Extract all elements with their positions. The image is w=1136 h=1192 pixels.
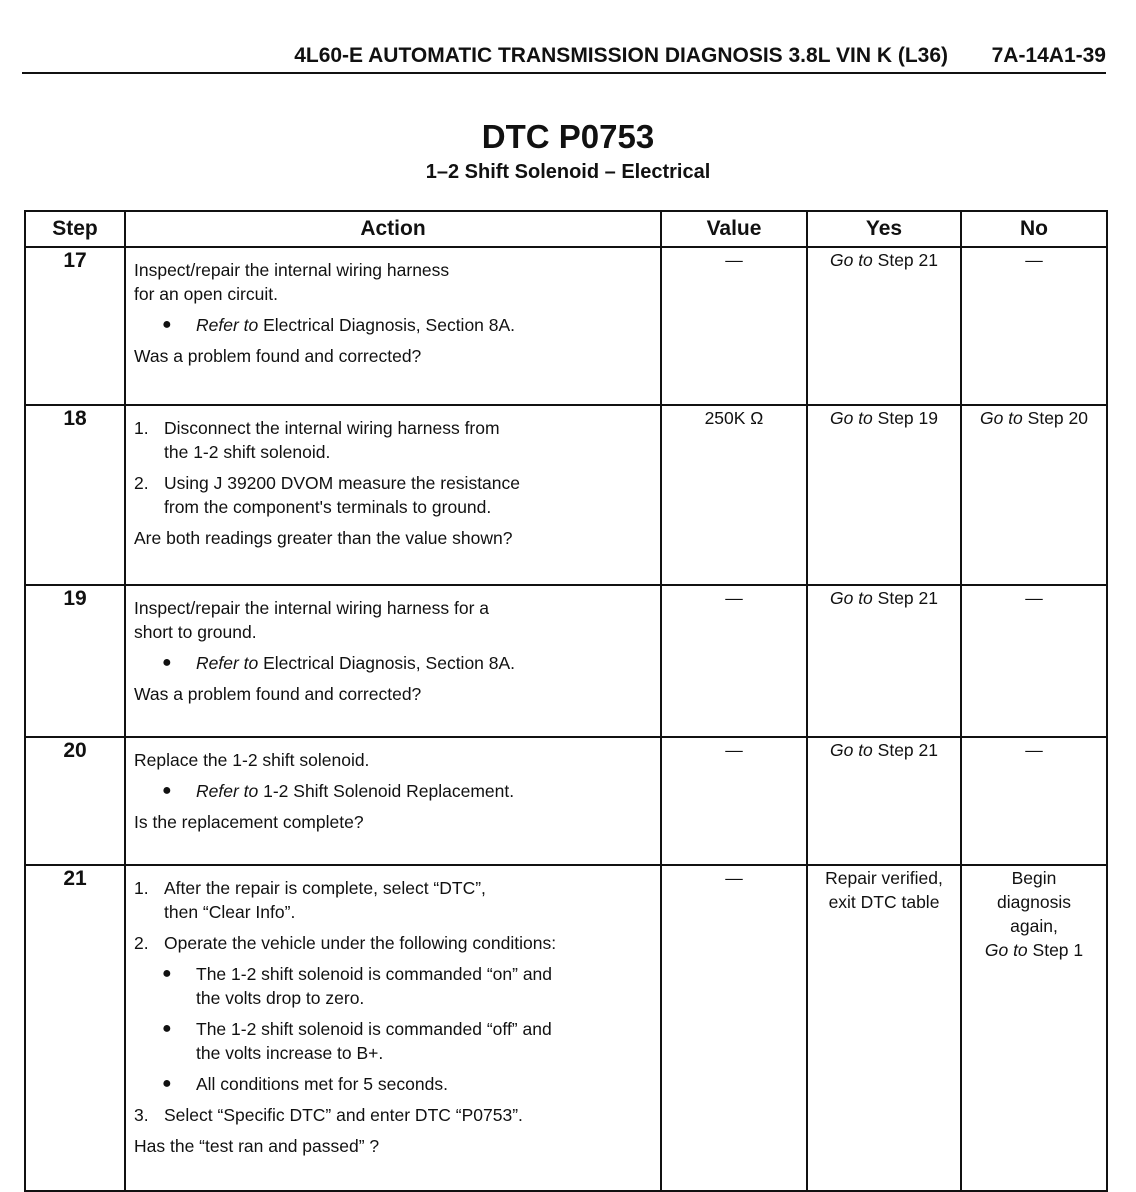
yes-cell xyxy=(807,865,961,1191)
goto-target: Step 20 xyxy=(1022,408,1088,428)
item-text: then “Clear Info”. xyxy=(164,902,296,922)
action-text: Inspect/repair the internal wiring harness xyxy=(134,260,450,280)
table-row-step-21 xyxy=(25,865,1107,1191)
column-header-step: Step xyxy=(25,211,125,247)
dtc-title: DTC P0753 xyxy=(481,118,655,155)
item-text: Select “Specific DTC” and enter DTC “P0753”. xyxy=(164,1105,523,1125)
numbered-item xyxy=(134,931,652,955)
bullet-dot-icon: ● xyxy=(162,654,172,671)
bullet-text: The 1-2 shift solenoid is commanded “off” and xyxy=(196,1019,552,1039)
bullet-text: the volts increase to B+. xyxy=(196,1043,384,1063)
value-cell: — xyxy=(661,737,807,865)
action-cell xyxy=(125,865,661,1191)
yes-text: exit DTC table xyxy=(828,892,940,912)
table-row-step-20 xyxy=(25,737,1107,865)
action-question: Was a problem found and corrected? xyxy=(134,346,422,366)
item-text: from the component's terminals to ground. xyxy=(164,497,492,517)
bullet-text: 1-2 Shift Solenoid Replacement. xyxy=(258,781,515,801)
goto-target: Step 1 xyxy=(1027,940,1084,960)
action-cell xyxy=(125,585,661,737)
value-cell: — xyxy=(661,865,807,1191)
goto-target: Step 21 xyxy=(872,740,938,760)
goto-italic: Go to xyxy=(984,940,1028,960)
item-text: Using J 39200 DVOM measure the resistance xyxy=(164,473,520,493)
action-text: Inspect/repair the internal wiring harness for a xyxy=(134,598,490,618)
item-number: 1. xyxy=(134,878,149,898)
bullet-text: the volts drop to zero. xyxy=(196,988,365,1008)
yes-cell xyxy=(807,585,961,737)
item-text: Operate the vehicle under the following conditions: xyxy=(164,933,557,953)
no-cell: — xyxy=(961,585,1107,737)
step-number: 21 xyxy=(25,865,125,1191)
step-number: 20 xyxy=(25,737,125,865)
item-number: 2. xyxy=(134,933,149,953)
yes-cell xyxy=(807,737,961,865)
column-header-value: Value xyxy=(661,211,807,247)
goto-target: Step 19 xyxy=(872,408,938,428)
no-cell: — xyxy=(961,247,1107,405)
bullet-text: All conditions met for 5 seconds. xyxy=(196,1074,448,1094)
bullet-item xyxy=(134,779,652,803)
goto-italic: Go to xyxy=(829,740,873,760)
numbered-item xyxy=(134,876,652,924)
action-text: Replace the 1-2 shift solenoid. xyxy=(134,750,370,770)
action-text: short to ground. xyxy=(134,622,257,642)
no-cell xyxy=(961,405,1107,585)
bullet-dot-icon: ● xyxy=(162,1020,172,1037)
bullet-text: The 1-2 shift solenoid is commanded “on” and xyxy=(196,964,553,984)
bullet-item xyxy=(134,962,652,1010)
bullet-item xyxy=(134,313,652,337)
yes-cell xyxy=(807,405,961,585)
bullet-item xyxy=(134,1072,652,1096)
item-number: 1. xyxy=(134,418,149,438)
goto-italic: Go to xyxy=(829,588,873,608)
column-header-no: No xyxy=(961,211,1107,247)
goto-target: Step 21 xyxy=(872,250,938,270)
manual-section-title: 4L60-E AUTOMATIC TRANSMISSION DIAGNOSIS 3.8L VIN K (L36) xyxy=(294,44,948,67)
dtc-subtitle: 1–2 Shift Solenoid – Electrical xyxy=(425,161,711,183)
item-number: 3. xyxy=(134,1105,149,1125)
numbered-item xyxy=(134,416,652,464)
goto-italic: Go to xyxy=(979,408,1023,428)
step-number: 19 xyxy=(25,585,125,737)
action-text: for an open circuit. xyxy=(134,284,278,304)
goto-italic: Go to xyxy=(829,408,873,428)
column-header-action: Action xyxy=(125,211,661,247)
yes-text: Repair verified, xyxy=(825,868,943,888)
action-question: Are both readings greater than the value shown? xyxy=(134,528,513,548)
table-row-step-17 xyxy=(25,247,1107,405)
bullet-dot-icon: ● xyxy=(162,1075,172,1092)
value-cell: — xyxy=(661,247,807,405)
no-cell: — xyxy=(961,737,1107,865)
value-cell: 250K Ω xyxy=(661,405,807,585)
table-row-step-18 xyxy=(25,405,1107,585)
bullet-item xyxy=(134,651,652,675)
no-text: Begin xyxy=(1011,868,1057,888)
item-text: Disconnect the internal wiring harness from xyxy=(164,418,500,438)
step-number: 18 xyxy=(25,405,125,585)
bullet-text: Electrical Diagnosis, Section 8A. xyxy=(258,653,516,673)
no-cell xyxy=(961,865,1107,1191)
goto-italic: Go to xyxy=(829,250,873,270)
action-cell xyxy=(125,247,661,405)
action-cell xyxy=(125,737,661,865)
page-number: 7A-14A1-39 xyxy=(991,44,1106,67)
bullet-dot-icon: ● xyxy=(162,316,172,333)
action-question: Is the replacement complete? xyxy=(134,812,364,832)
item-text: the 1-2 shift solenoid. xyxy=(164,442,331,462)
table-header-row xyxy=(25,211,1107,247)
column-header-yes: Yes xyxy=(807,211,961,247)
item-number: 2. xyxy=(134,473,149,493)
no-text: again, xyxy=(1010,916,1058,936)
running-header xyxy=(22,42,1106,74)
italic-reference: Refer to xyxy=(196,781,259,801)
action-question: Has the “test ran and passed” ? xyxy=(134,1136,380,1156)
bullet-item xyxy=(134,1017,652,1065)
goto-target: Step 21 xyxy=(872,588,938,608)
bullet-text: Electrical Diagnosis, Section 8A. xyxy=(258,315,516,335)
diagnostic-table xyxy=(24,210,1108,1192)
italic-reference: Refer to xyxy=(196,653,259,673)
italic-reference: Refer to xyxy=(196,315,259,335)
numbered-item xyxy=(134,471,652,519)
bullet-dot-icon: ● xyxy=(162,965,172,982)
table-row-step-19 xyxy=(25,585,1107,737)
no-text: diagnosis xyxy=(997,892,1071,912)
item-text: After the repair is complete, select “DTC”, xyxy=(164,878,486,898)
action-cell xyxy=(125,405,661,585)
value-cell: — xyxy=(661,585,807,737)
action-question: Was a problem found and corrected? xyxy=(134,684,422,704)
step-number: 17 xyxy=(25,247,125,405)
numbered-item xyxy=(134,1103,652,1127)
bullet-dot-icon: ● xyxy=(162,782,172,799)
yes-cell xyxy=(807,247,961,405)
